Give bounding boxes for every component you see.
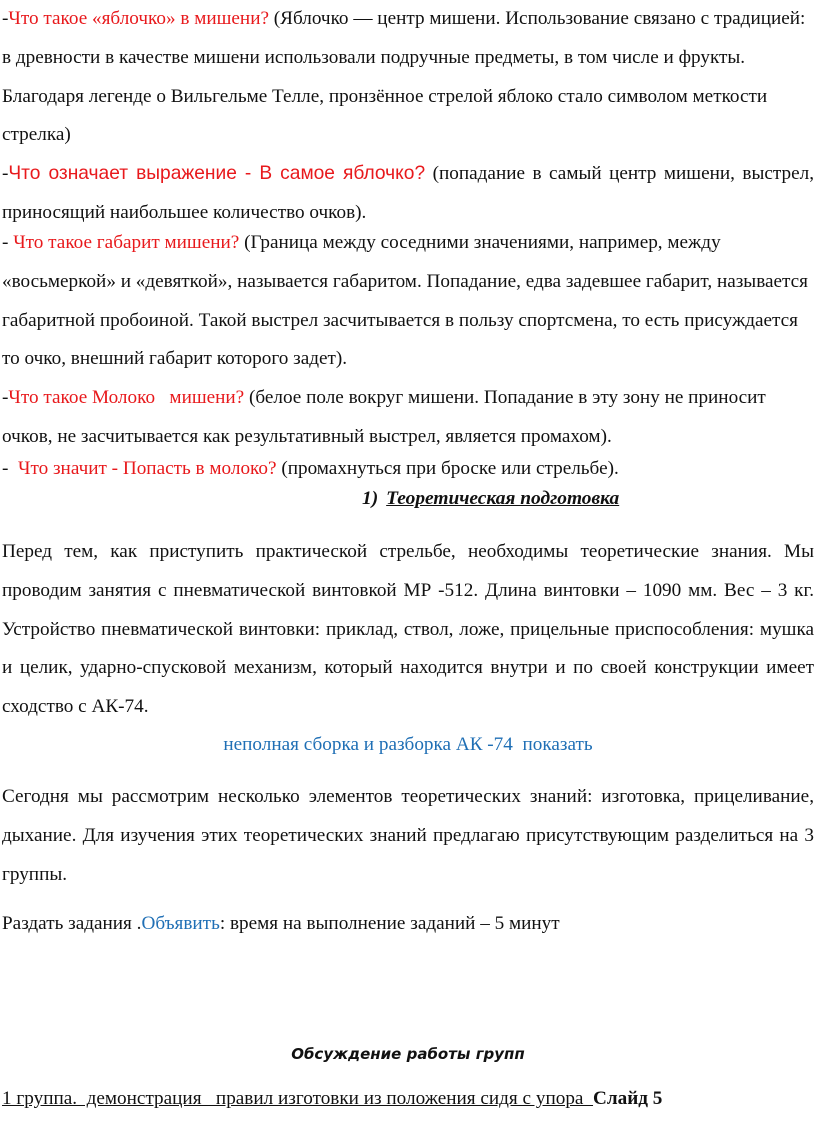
- qa-dash: -: [2, 387, 9, 408]
- qa-answer: (Яблочко — центр мишени. Использование связано с традицией: в древности в качестве мишени использовали подручные предметы, в том числе и фрукты. Благодаря легенде о Вильгельме Телле, пронзённое стрелой яблоко стало символом меткости стрелка): [2, 8, 806, 146]
- qa-item-miss: [2, 450, 814, 489]
- qa-question: Что такое габарит мишени?: [13, 232, 240, 253]
- tasks-announce: Объявить: [141, 913, 220, 934]
- today-paragraph: Сегодня мы рассмотрим несколько элементов теоретических знаний: изготовка, прицеливание, дыхание. Для изучения этих теоретических знаний предлагаю присутствующим разделиться на 3 группы.: [2, 786, 814, 885]
- section-heading: [362, 488, 619, 510]
- discussion-heading: Обсуждение работы групп: [291, 1045, 525, 1063]
- qa-answer: (промахнуться при броске или стрельбе).: [276, 458, 619, 479]
- intro-paragraph: Перед тем, как приступить практической стрельбе, необходимы теоретические знания. Мы проводим занятия с пневматической винтовкой МР -512. Длина винтовки – 1090 мм. Вес – 3 кг. Устройство пневматической винтовки: приклад, ствол, ложе, прицельные приспособления: мушка и целик, ударно-спусковой механизм, который находится внутри и по своей конструкции имеет сходство с АК-74.: [2, 541, 814, 718]
- qa-dash: -: [2, 232, 14, 253]
- qa-question: Что такое «яблочко» в мишени?: [8, 8, 269, 29]
- qa-dash: -: [2, 163, 9, 184]
- qa-item-apple: [2, 0, 814, 155]
- group-line-text: 1 группа. демонстрация правил изготовки из положения сидя с упора: [2, 1088, 594, 1109]
- section-number: 1): [362, 488, 379, 509]
- section-title: Теоретическая подготовка: [386, 488, 620, 509]
- qa-dash: -: [2, 458, 18, 479]
- assembly-link[interactable]: неполная сборка и разборка АК -74 показать: [223, 734, 593, 755]
- tasks-suffix: : время на выполнение заданий – 5 минут: [219, 913, 560, 934]
- qa-item-milk: [2, 379, 814, 457]
- qa-question: Что означает выражение - В самое яблочко?: [8, 163, 426, 184]
- qa-answer: (Граница между соседними значениями, например, между «восьмеркой» и «девяткой», называется габаритом. Попадание, едва задевшее габарит, называется габаритной пробоиной. Такой выстрел засчитывается в пользу спортсмена, то есть присуждается то очко, внешний габарит которого задет).: [2, 232, 809, 370]
- qa-answer: (белое поле вокруг мишени. Попадание в эту зону не приносит очков, не засчитывается как результативный выстрел, является промахом).: [2, 387, 766, 447]
- slide-label: Слайд 5: [593, 1088, 663, 1109]
- qa-answer: (попадание в самый центр мишени, выстрел, приносящий наибольшее количество очков).: [2, 163, 814, 223]
- tasks-line: [2, 905, 814, 944]
- group-line: [2, 1088, 662, 1110]
- qa-question: Что значит - Попасть в молоко?: [17, 458, 277, 479]
- qa-question: Что такое Молоко мишени?: [8, 387, 245, 408]
- qa-item-gauge: [2, 224, 814, 379]
- qa-item-bullseye: [2, 155, 814, 233]
- tasks-prefix: Раздать задания .: [2, 913, 142, 934]
- qa-dash: -: [2, 8, 9, 29]
